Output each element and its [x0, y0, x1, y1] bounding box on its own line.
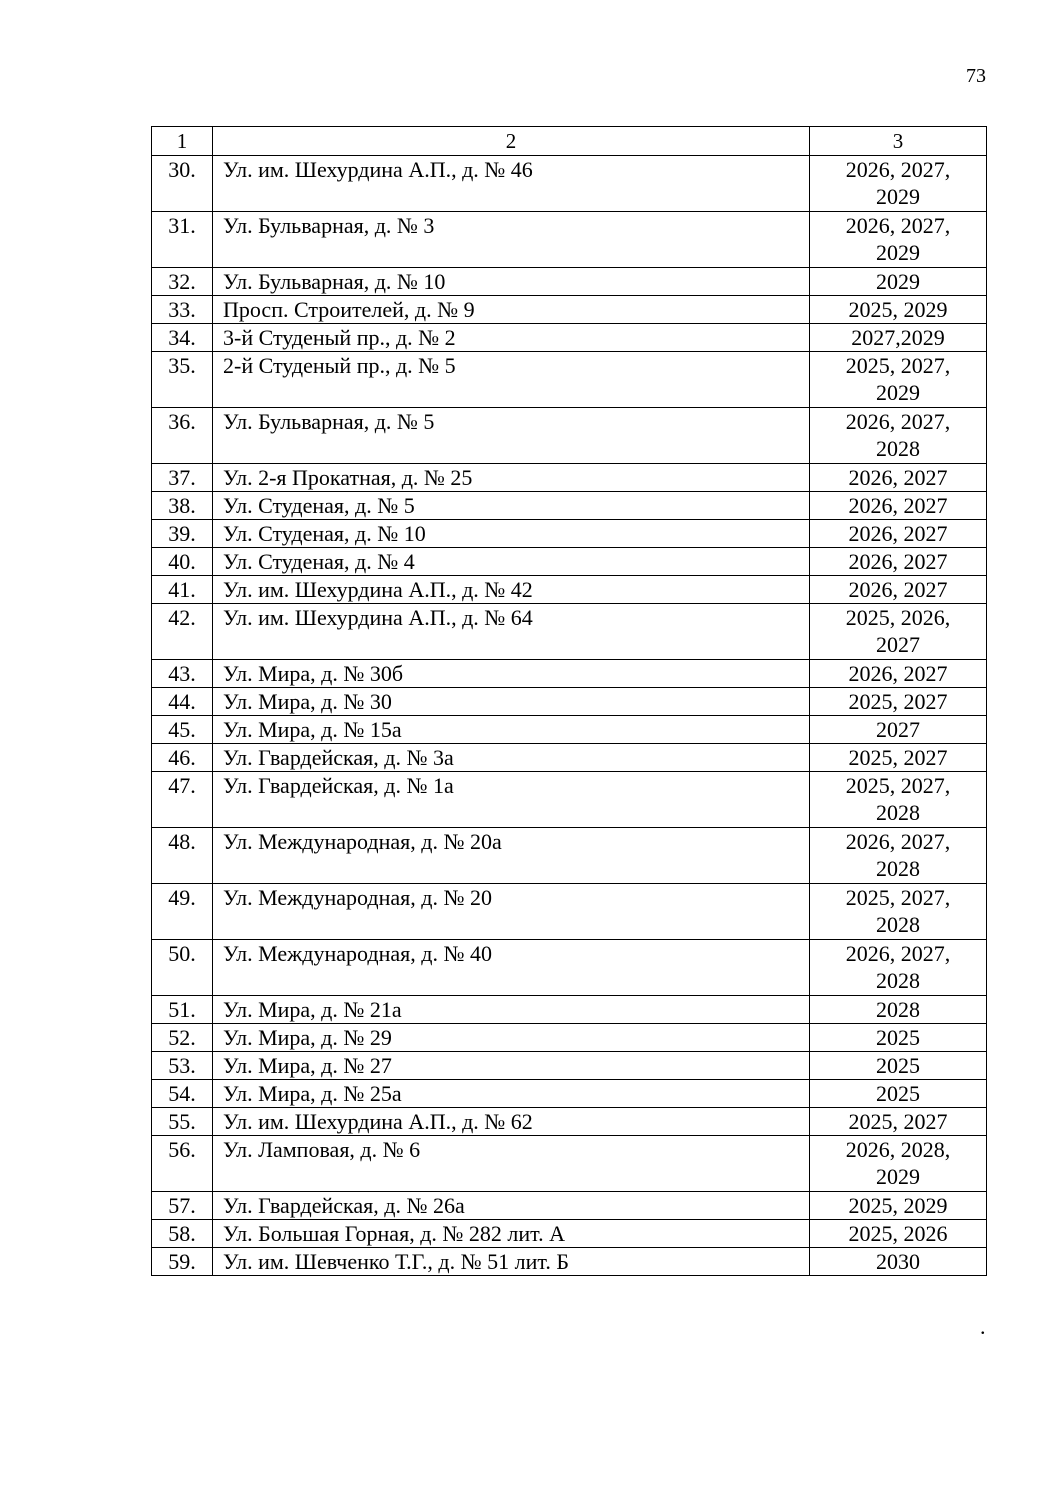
row-address: Ул. Мира, д. № 25а	[213, 1080, 810, 1108]
row-years: 2025, 2029	[810, 1192, 987, 1220]
table-row	[152, 1248, 987, 1276]
page-number: 73	[966, 65, 986, 87]
table-row	[152, 520, 987, 548]
row-number: 35.	[152, 352, 213, 408]
table-row	[152, 660, 987, 688]
row-address: Ул. Бульварная, д. № 5	[213, 408, 810, 464]
table-row	[152, 1192, 987, 1220]
row-address: Ул. Бульварная, д. № 10	[213, 268, 810, 296]
row-address: Ул. Гвардейская, д. № 3а	[213, 744, 810, 772]
table-row	[152, 688, 987, 716]
table-row	[152, 604, 987, 660]
table-body	[152, 127, 987, 1276]
row-years: 2025	[810, 1052, 987, 1080]
row-number: 38.	[152, 492, 213, 520]
row-address: Ул. Международная, д. № 20а	[213, 828, 810, 884]
table-row	[152, 464, 987, 492]
row-address: 2-й Студеный пр., д. № 5	[213, 352, 810, 408]
row-number: 54.	[152, 1080, 213, 1108]
row-address: Ул. Международная, д. № 20	[213, 884, 810, 940]
row-years: 2026, 2027	[810, 492, 987, 520]
table-row	[152, 884, 987, 940]
row-years: 2027,2029	[810, 324, 987, 352]
row-number: 31.	[152, 212, 213, 268]
row-address: Ул. Мира, д. № 30б	[213, 660, 810, 688]
row-address: Ул. Студеная, д. № 4	[213, 548, 810, 576]
row-number: 52.	[152, 1024, 213, 1052]
row-address: Ул. Мира, д. № 29	[213, 1024, 810, 1052]
row-number: 57.	[152, 1192, 213, 1220]
table-row	[152, 212, 987, 268]
row-address: Ул. Студеная, д. № 5	[213, 492, 810, 520]
row-address: Ул. Ламповая, д. № 6	[213, 1136, 810, 1192]
row-years: 2025, 2027, 2028	[810, 772, 987, 828]
row-years: 2025, 2027	[810, 744, 987, 772]
table-row	[152, 324, 987, 352]
row-number: 30.	[152, 156, 213, 212]
table-row	[152, 156, 987, 212]
row-years: 2027	[810, 716, 987, 744]
row-address: Ул. Гвардейская, д. № 1а	[213, 772, 810, 828]
row-address: Ул. Студеная, д. № 10	[213, 520, 810, 548]
table-row	[152, 1136, 987, 1192]
row-number: 33.	[152, 296, 213, 324]
row-address: Ул. Гвардейская, д. № 26а	[213, 1192, 810, 1220]
row-years: 2025, 2027	[810, 1108, 987, 1136]
row-years: 2025, 2027	[810, 688, 987, 716]
row-number: 43.	[152, 660, 213, 688]
row-number: 32.	[152, 268, 213, 296]
table-row	[152, 268, 987, 296]
table-row	[152, 296, 987, 324]
row-years: 2026, 2027	[810, 576, 987, 604]
row-years: 2025, 2029	[810, 296, 987, 324]
row-years: 2026, 2027	[810, 464, 987, 492]
table-row	[152, 1052, 987, 1080]
row-years: 2025, 2026	[810, 1220, 987, 1248]
column-header-1: 1	[152, 127, 213, 156]
table-row	[152, 716, 987, 744]
trailing-mark: .	[980, 1314, 986, 1339]
row-address: Просп. Строителей, д. № 9	[213, 296, 810, 324]
row-years: 2026, 2027	[810, 548, 987, 576]
row-years: 2025	[810, 1080, 987, 1108]
row-years: 2026, 2027, 2028	[810, 408, 987, 464]
row-address: Ул. Мира, д. № 21а	[213, 996, 810, 1024]
table-row	[152, 1080, 987, 1108]
table-row	[152, 1108, 987, 1136]
row-years: 2029	[810, 268, 987, 296]
row-years: 2028	[810, 996, 987, 1024]
row-number: 39.	[152, 520, 213, 548]
table-row	[152, 996, 987, 1024]
row-address: Ул. 2-я Прокатная, д. № 25	[213, 464, 810, 492]
row-number: 51.	[152, 996, 213, 1024]
row-number: 58.	[152, 1220, 213, 1248]
row-years: 2026, 2027, 2028	[810, 940, 987, 996]
row-years: 2026, 2027, 2028	[810, 828, 987, 884]
table-row	[152, 1024, 987, 1052]
row-number: 55.	[152, 1108, 213, 1136]
row-years: 2026, 2027, 2029	[810, 156, 987, 212]
row-number: 44.	[152, 688, 213, 716]
row-years: 2025, 2027, 2029	[810, 352, 987, 408]
row-number: 59.	[152, 1248, 213, 1276]
table-row	[152, 352, 987, 408]
column-header-2: 2	[213, 127, 810, 156]
row-address: Ул. им. Шевченко Т.Г., д. № 51 лит. Б	[213, 1248, 810, 1276]
row-number: 40.	[152, 548, 213, 576]
table-header-row	[152, 127, 987, 156]
row-years: 2026, 2027, 2029	[810, 212, 987, 268]
addresses-table	[151, 126, 987, 1276]
row-address: Ул. Мира, д. № 15а	[213, 716, 810, 744]
row-number: 56.	[152, 1136, 213, 1192]
row-address: 3-й Студеный пр., д. № 2	[213, 324, 810, 352]
row-years: 2026, 2027	[810, 520, 987, 548]
table-row	[152, 1220, 987, 1248]
row-number: 41.	[152, 576, 213, 604]
table-row	[152, 492, 987, 520]
row-number: 49.	[152, 884, 213, 940]
table-row	[152, 744, 987, 772]
table-row	[152, 548, 987, 576]
row-address: Ул. им. Шехурдина А.П., д. № 46	[213, 156, 810, 212]
row-address: Ул. Большая Горная, д. № 282 лит. А	[213, 1220, 810, 1248]
row-years: 2025, 2027, 2028	[810, 884, 987, 940]
row-address: Ул. Бульварная, д. № 3	[213, 212, 810, 268]
table-row	[152, 576, 987, 604]
table-row	[152, 940, 987, 996]
row-number: 50.	[152, 940, 213, 996]
row-address: Ул. им. Шехурдина А.П., д. № 62	[213, 1108, 810, 1136]
row-number: 45.	[152, 716, 213, 744]
row-number: 48.	[152, 828, 213, 884]
row-years: 2026, 2028, 2029	[810, 1136, 987, 1192]
row-number: 37.	[152, 464, 213, 492]
row-years: 2025, 2026, 2027	[810, 604, 987, 660]
row-address: Ул. им. Шехурдина А.П., д. № 42	[213, 576, 810, 604]
row-address: Ул. Международная, д. № 40	[213, 940, 810, 996]
table-row	[152, 828, 987, 884]
row-number: 42.	[152, 604, 213, 660]
row-address: Ул. Мира, д. № 30	[213, 688, 810, 716]
row-number: 53.	[152, 1052, 213, 1080]
row-address: Ул. Мира, д. № 27	[213, 1052, 810, 1080]
row-years: 2026, 2027	[810, 660, 987, 688]
row-number: 36.	[152, 408, 213, 464]
column-header-3: 3	[810, 127, 987, 156]
row-number: 34.	[152, 324, 213, 352]
row-years: 2025	[810, 1024, 987, 1052]
row-years: 2030	[810, 1248, 987, 1276]
table-row	[152, 408, 987, 464]
row-address: Ул. им. Шехурдина А.П., д. № 64	[213, 604, 810, 660]
row-number: 47.	[152, 772, 213, 828]
row-number: 46.	[152, 744, 213, 772]
table-row	[152, 772, 987, 828]
